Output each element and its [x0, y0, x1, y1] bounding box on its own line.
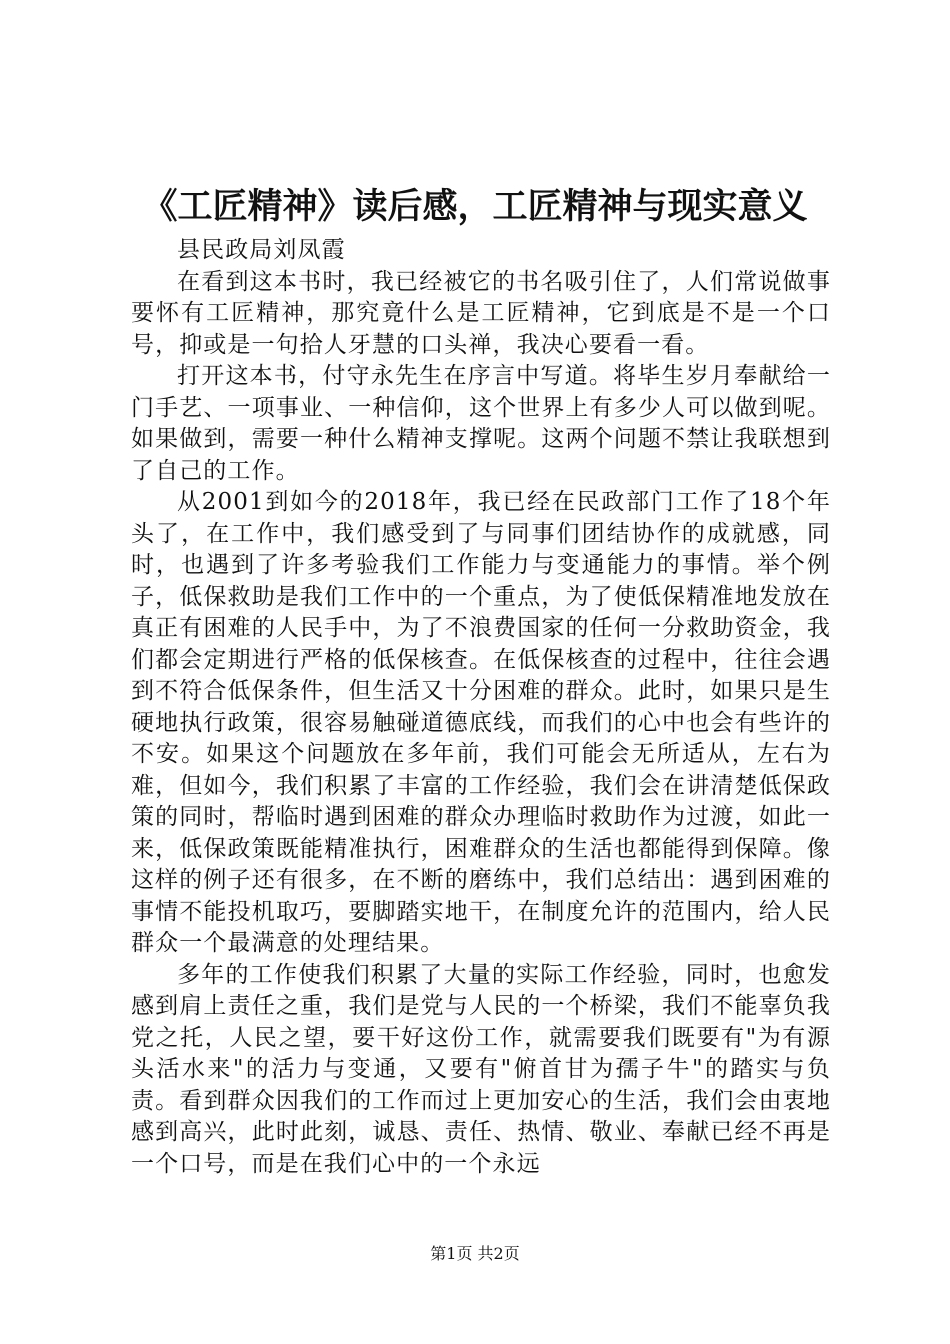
- paragraph-3: 从2001到如今的2018年，我已经在民政部门工作了18个年头了，在工作中，我们感受到了与同事们团结协作的成就感，同时，也遇到了许多考验我们工作能力与变通能力的事情。举个例子，低保救助是我们工作中的一个重点，为了使低保精准地发放在真正有困难的人民手中，为了不浪费国家的任何一分救助资金，我们都会定期进行严格的低保核查。在低保核查的过程中，往往会遇到不符合低保条件，但生活又十分困难的群众。此时，如果只是生硬地执行政策，很容易触碰道德底线，而我们的心中也会有些许的不安。如果这个问题放在多年前，我们可能会无所适从，左右为难，但如今，我们积累了丰富的工作经验，我们会在讲清楚低保政策的同时，帮临时遇到困难的群众办理临时救助作为过渡，如此一来，低保政策既能精准执行，困难群众的生活也都能得到保障。像这样的例子还有很多，在不断的磨练中，我们总结出：遇到困难的事情不能投机取巧，要脚踏实地干，在制度允许的范围内，给人民群众一个最满意的处理结果。: [131, 489, 831, 956]
- page-footer: 第1页 共2页: [430, 1244, 520, 1263]
- paragraph-2: 打开这本书，付守永先生在序言中写道。将毕生岁月奉献给一门手艺、一项事业、一种信仰，这个世界上有多少人可以做到呢。如果做到，需要一种什么精神支撑呢。这两个问题不禁让我联想到了自己的工作。: [131, 363, 831, 484]
- document-title: 《工匠精神》读后感，工匠精神与现实意义: [142, 186, 808, 227]
- paragraph-1: 在看到这本书时，我已经被它的书名吸引住了，人们常说做事要怀有工匠精神，那究竟什么是工匠精神，它到底是不是一个口号，抑或是一句拾人牙慧的口头禅，我决心要看一看。: [131, 268, 831, 358]
- document-body: [131, 235, 831, 1180]
- paragraph-4: 多年的工作使我们积累了大量的实际工作经验，同时，也愈发感到肩上责任之重，我们是党与人民的一个桥梁，我们不能辜负我党之托，人民之望，要干好这份工作，就需要我们既要有"为有源头活水来"的活力与变通，又要有"俯首甘为孺子牛"的踏实与负责。看到群众因我们的工作而过上更加安心的生活，我们会由衷地感到高兴，此时此刻，诚恳、责任、热情、敬业、奉献已经不再是一个口号，而是在我们心中的一个永远: [131, 961, 831, 1177]
- author-line: 县民政局刘凤霞: [177, 237, 346, 263]
